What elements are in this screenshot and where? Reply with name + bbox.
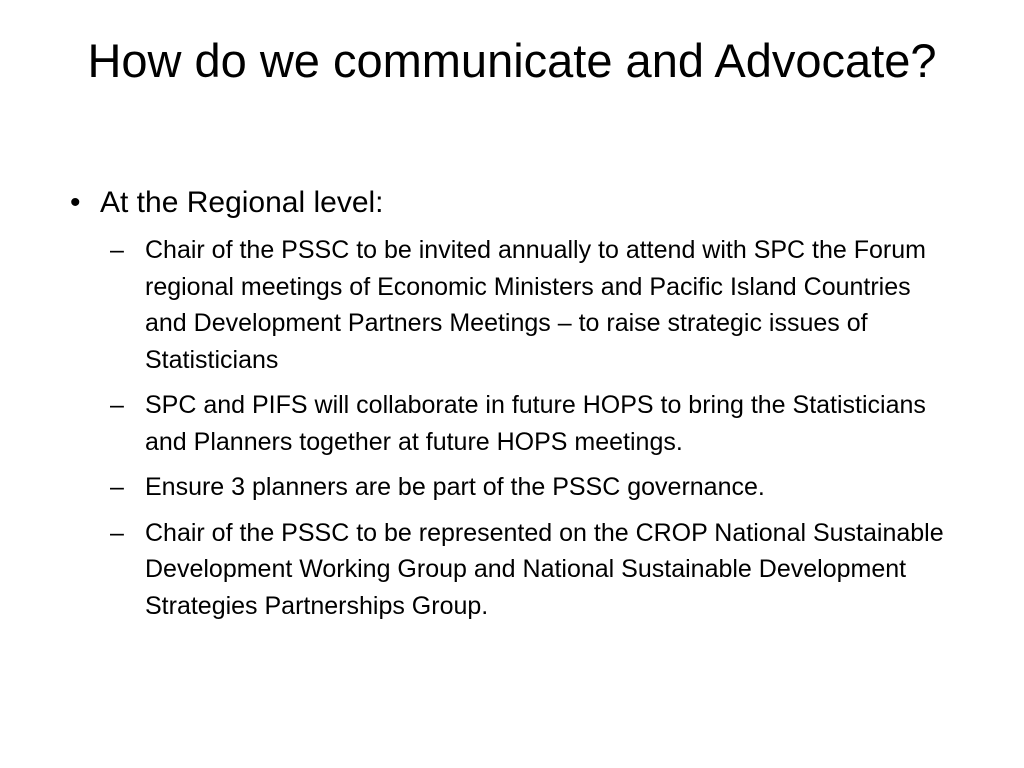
sub-bullet-item (110, 232, 970, 378)
dash-marker: – (110, 518, 124, 547)
slide-title: How do we communicate and Advocate? (87, 34, 937, 87)
sub-bullet-text: Chair of the PSSC to be represented on the CROP National Sustainable Development Working Group and National Sustainable Development Strategies Partnerships Group. (145, 518, 944, 620)
sub-bullet-text: SPC and PIFS will collaborate in future HOPS to bring the Statisticians and Planners together at future HOPS meetings. (145, 391, 926, 456)
dash-marker: – (110, 473, 124, 501)
dash-marker: – (110, 391, 124, 419)
bullet-item (70, 183, 970, 223)
dash-marker: – (110, 236, 124, 264)
bullet-marker: • (70, 186, 81, 219)
bullet-text: At the Regional level: (100, 186, 384, 219)
slide-content (70, 183, 970, 633)
sub-bullet-text: Chair of the PSSC to be invited annually to attend with SPC the Forum regional meetings of Economic Ministers and Pacific Island Countries and Development Partners Meetings – to raise strategic issues of Statisticians (145, 236, 926, 374)
sub-bullet-item (110, 515, 970, 625)
sub-bullet-list (110, 232, 970, 624)
sub-bullet-item (110, 469, 970, 506)
sub-bullet-text: Ensure 3 planners are be part of the PSSC governance. (145, 473, 765, 501)
sub-bullet-item (110, 387, 970, 460)
